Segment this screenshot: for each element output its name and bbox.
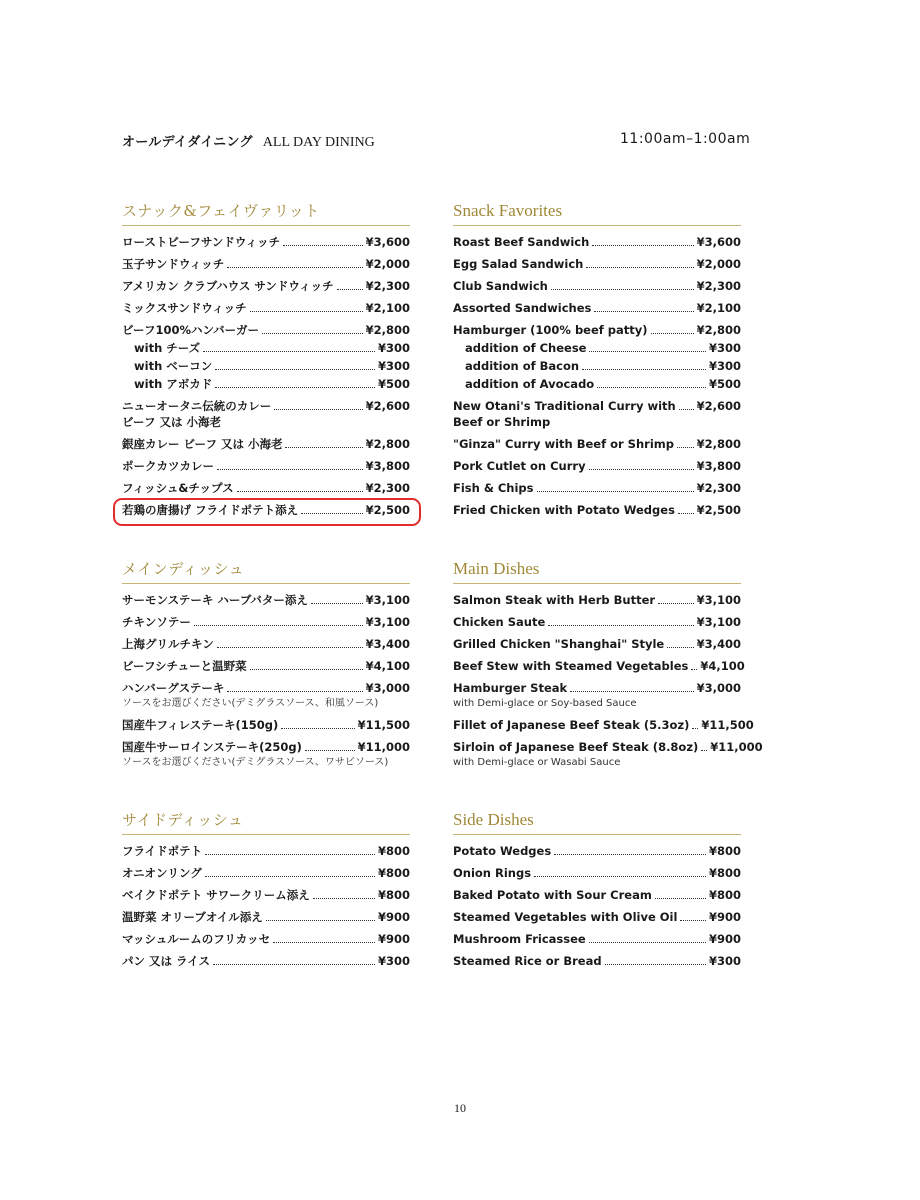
menu-item (122, 843, 410, 859)
menu-item (453, 436, 741, 452)
menu-item-name: Mushroom Fricassee (453, 932, 586, 946)
section-snack-en (453, 199, 741, 518)
menu-item-price: ¥2,800 (365, 437, 410, 451)
menu-item-row (134, 358, 410, 374)
menu-title-en: ALL DAY DINING (262, 135, 375, 150)
menu-item-row (122, 300, 410, 316)
menu-item-name: フィッシュ&チップス (122, 481, 234, 495)
menu-item-row (122, 256, 410, 272)
menu-item-price: ¥2,800 (696, 323, 741, 337)
menu-item-name: ビーフシチューと温野菜 (122, 659, 247, 673)
menu-item-name: Fillet of Japanese Beef Steak (5.3oz) (453, 718, 690, 732)
menu-item-row (122, 953, 410, 969)
menu-item-name: addition of Bacon (465, 359, 580, 373)
menu-item-row (453, 592, 741, 608)
menu-item (453, 256, 741, 272)
menu-item-row (453, 953, 741, 969)
menu-item (122, 300, 410, 316)
menu-item-name: Hamburger (100% beef patty) (453, 323, 648, 337)
menu-item-price: ¥300 (708, 954, 741, 968)
dot-leader (589, 942, 706, 943)
section-divider (453, 834, 741, 835)
menu-item-price: ¥3,800 (365, 459, 410, 473)
menu-item-price: ¥2,300 (696, 279, 741, 293)
dot-leader (205, 876, 375, 877)
menu-item-row (453, 931, 741, 947)
menu-item-name: Steamed Vegetables with Olive Oil (453, 910, 678, 924)
dot-leader (274, 409, 362, 410)
menu-item-name-line2: ビーフ 又は 小海老 (122, 415, 221, 429)
menu-item (122, 376, 410, 392)
dot-leader (677, 447, 694, 448)
menu-item (453, 592, 741, 608)
menu-item-row (453, 717, 754, 733)
menu-item-price: ¥3,400 (365, 637, 410, 651)
menu-item (453, 300, 741, 316)
menu-item (122, 909, 410, 925)
menu-item-price: ¥300 (708, 341, 741, 355)
menu-item-row (122, 717, 410, 733)
menu-item-price: ¥2,100 (696, 301, 741, 315)
menu-item-price: ¥3,100 (365, 615, 410, 629)
menu-item-row (122, 931, 410, 947)
menu-item-name: アメリカン クラブハウス サンドウィッチ (122, 279, 334, 293)
menu-item-row (453, 865, 741, 881)
dot-leader (701, 750, 707, 751)
menu-item-name: Fish & Chips (453, 481, 534, 495)
dot-leader (678, 513, 694, 514)
menu-item-row (465, 358, 741, 374)
menu-item-price: ¥11,500 (701, 718, 754, 732)
menu-item-price: ¥900 (708, 910, 741, 924)
menu-item-name: ビーフ100%ハンバーガー (122, 323, 259, 337)
menu-item-row (453, 278, 741, 294)
menu-item (122, 614, 410, 630)
dot-leader (250, 669, 363, 670)
menu-item-price: ¥800 (377, 866, 410, 880)
dot-leader (266, 920, 375, 921)
menu-item-price: ¥2,500 (696, 503, 741, 517)
menu-item-row (453, 658, 745, 674)
menu-item-row (453, 739, 763, 755)
menu-item-name: ミックスサンドウィッチ (122, 301, 247, 315)
menu-item-price: ¥3,800 (696, 459, 741, 473)
menu-item-row (122, 592, 410, 608)
dot-leader (586, 267, 693, 268)
menu-item (453, 480, 741, 496)
menu-item-price: ¥2,300 (696, 481, 741, 495)
menu-item-price: ¥900 (377, 910, 410, 924)
dot-leader (548, 625, 693, 626)
menu-item (453, 358, 741, 374)
dot-leader (534, 876, 706, 877)
menu-item-price: ¥900 (377, 932, 410, 946)
section-divider (122, 834, 410, 835)
dot-leader (305, 750, 355, 751)
dot-leader (570, 691, 693, 692)
section-title: Snack Favorites (453, 201, 563, 220)
dot-leader (551, 289, 694, 290)
menu-item-row (453, 436, 741, 452)
menu-item (453, 865, 741, 881)
menu-item (122, 717, 410, 733)
item-list (453, 234, 741, 518)
menu-item-name: フライドポテト (122, 844, 203, 858)
section-title: サイドディッシュ (122, 811, 244, 829)
section-side-en (453, 808, 741, 969)
menu-item-row (122, 658, 410, 674)
menu-item-price: ¥500 (708, 377, 741, 391)
menu-item-name: ベイクドポテト サワークリーム添え (122, 888, 310, 902)
menu-item-name: addition of Cheese (465, 341, 587, 355)
menu-item-price: ¥4,100 (700, 659, 745, 673)
menu-item-row (122, 234, 410, 250)
menu-item-price: ¥300 (377, 341, 410, 355)
menu-item-name: 国産牛フィレステーキ(150g) (122, 718, 279, 732)
menu-item-price: ¥800 (377, 888, 410, 902)
menu-item-name: 上海グリルチキン (122, 637, 214, 651)
menu-header-title (122, 131, 375, 151)
dot-leader (203, 351, 375, 352)
menu-item (122, 480, 410, 496)
menu-item-name: New Otani's Traditional Curry with (453, 399, 676, 413)
menu-item-name: Hamburger Steak (453, 681, 568, 695)
dot-leader (217, 647, 363, 648)
service-hours: 11:00am–1:00am (620, 131, 751, 147)
menu-item-name: マッシュルームのフリカッセ (122, 932, 271, 946)
menu-item (453, 398, 741, 430)
menu-item-name: with アボカド (134, 377, 213, 391)
section-divider (122, 225, 410, 226)
menu-item-name: 温野菜 オリーブオイル添え (122, 910, 263, 924)
section-main-en (453, 557, 763, 770)
menu-item (122, 636, 410, 652)
dot-leader (273, 942, 375, 943)
menu-item (453, 614, 741, 630)
menu-item-price: ¥3,000 (696, 681, 741, 695)
dot-leader (250, 311, 363, 312)
section-title: スナック&フェイヴァリット (122, 202, 320, 220)
menu-item-name: with チーズ (134, 341, 201, 355)
menu-item-row (122, 909, 410, 925)
menu-item-price: ¥4,100 (365, 659, 410, 673)
menu-item-row (465, 376, 741, 392)
menu-item-row (453, 909, 741, 925)
menu-item-name: "Ginza" Curry with Beef or Shrimp (453, 437, 674, 451)
menu-item-name: Potato Wedges (453, 844, 552, 858)
dot-leader (213, 964, 375, 965)
dot-leader (313, 898, 375, 899)
section-main-jp (122, 557, 410, 770)
menu-item (453, 909, 741, 925)
dot-leader (667, 647, 693, 648)
menu-item-price: ¥800 (708, 844, 741, 858)
menu-item-name: 国産牛サーロインステーキ(250g) (122, 740, 302, 754)
dot-leader (691, 669, 697, 670)
menu-item-row (453, 480, 741, 496)
dot-leader (658, 603, 694, 604)
menu-item-name: オニオンリング (122, 866, 202, 880)
menu-item-price: ¥11,500 (357, 718, 410, 732)
menu-item-row (122, 614, 410, 630)
menu-item-row (453, 300, 741, 316)
dot-leader (285, 447, 362, 448)
menu-item-price: ¥500 (377, 377, 410, 391)
menu-item-price: ¥3,000 (365, 681, 410, 695)
menu-item-name: Baked Potato with Sour Cream (453, 888, 652, 902)
section-divider (453, 583, 741, 584)
menu-item (453, 843, 741, 859)
menu-item-row (122, 458, 410, 474)
menu-item (122, 278, 410, 294)
menu-item-name: Chicken Saute (453, 615, 546, 629)
highlight-annotation (113, 498, 421, 526)
dot-leader (537, 491, 694, 492)
menu-item (122, 458, 410, 474)
menu-item-row (453, 234, 741, 250)
item-list (453, 592, 763, 770)
menu-item-row (134, 340, 410, 356)
menu-item-price: ¥2,300 (365, 481, 410, 495)
item-list (122, 843, 410, 969)
menu-item-price: ¥11,000 (357, 740, 410, 754)
menu-item-price: ¥2,800 (696, 437, 741, 451)
menu-item (453, 376, 741, 392)
menu-item (453, 717, 754, 733)
dot-leader (215, 369, 375, 370)
section-title: メインディッシュ (122, 560, 245, 578)
dot-leader (594, 311, 693, 312)
dot-leader (589, 351, 706, 352)
menu-item-name: Fried Chicken with Potato Wedges (453, 503, 675, 517)
menu-item-name: ポークカツカレー (122, 459, 214, 473)
menu-item-row (453, 256, 741, 272)
menu-item-row (453, 843, 741, 859)
menu-item-name: ハンバーグステーキ (122, 681, 225, 695)
item-list (122, 234, 410, 518)
menu-item (122, 234, 410, 250)
menu-item-name: addition of Avocado (465, 377, 595, 391)
dot-leader (592, 245, 693, 246)
menu-item-row (122, 436, 410, 452)
menu-item-name: Sirloin of Japanese Beef Steak (8.8oz) (453, 740, 699, 754)
page-number: 10 (454, 1101, 466, 1115)
dot-leader (227, 691, 362, 692)
menu-item (122, 887, 410, 903)
menu-item-name: Club Sandwich (453, 279, 548, 293)
menu-item-price: ¥800 (708, 866, 741, 880)
menu-item-row (453, 614, 741, 630)
menu-item-price: ¥3,400 (696, 637, 741, 651)
menu-item-row (453, 887, 741, 903)
menu-item-name: Egg Salad Sandwich (453, 257, 584, 271)
menu-item (453, 340, 741, 356)
menu-item-name: ローストビーフサンドウィッチ (122, 235, 281, 249)
dot-leader (237, 491, 363, 492)
item-list (122, 592, 410, 770)
menu-item-name: チキンソテー (122, 615, 191, 629)
dot-leader (337, 289, 363, 290)
menu-item-name: 若鶏の唐揚げ フライドポテト添え (122, 503, 299, 517)
menu-item-row (122, 480, 410, 496)
section-divider (122, 583, 410, 584)
menu-item-row (122, 636, 410, 652)
menu-item-name: Pork Cutlet on Curry (453, 459, 586, 473)
dot-leader (217, 469, 363, 470)
menu-item-row (122, 322, 410, 338)
menu-item-name: Beef Stew with Steamed Vegetables (453, 659, 689, 673)
dot-leader (655, 898, 706, 899)
menu-item-price: ¥2,600 (365, 399, 410, 413)
dot-leader (582, 369, 706, 370)
menu-item-price: ¥2,800 (365, 323, 410, 337)
menu-item-note: ソースをお選びください(デミグラスソース、ワサビソース) (122, 757, 389, 768)
dot-leader (651, 333, 694, 334)
menu-item (453, 322, 741, 338)
menu-item (122, 931, 410, 947)
menu-item-price: ¥3,100 (696, 593, 741, 607)
menu-item (453, 502, 741, 518)
dot-leader (605, 964, 706, 965)
menu-item (122, 436, 410, 452)
menu-item (122, 592, 410, 608)
dot-leader (679, 409, 694, 410)
menu-item-name: Salmon Steak with Herb Butter (453, 593, 656, 607)
section-title: Side Dishes (453, 810, 534, 829)
menu-item-price: ¥2,000 (365, 257, 410, 271)
dot-leader (680, 920, 706, 921)
menu-item (122, 739, 410, 770)
menu-item-row (453, 680, 741, 696)
menu-item-row (453, 458, 741, 474)
menu-item (122, 865, 410, 881)
section-divider (453, 225, 741, 226)
menu-item (453, 953, 741, 969)
menu-item-price: ¥900 (708, 932, 741, 946)
menu-item (122, 953, 410, 969)
menu-item-name: ニューオータニ伝統のカレー (122, 399, 272, 413)
menu-item (453, 278, 741, 294)
menu-item-name-line2: Beef or Shrimp (453, 415, 551, 429)
menu-item-price: ¥300 (377, 954, 410, 968)
menu-item-name: パン 又は ライス (122, 954, 211, 968)
section-title: Main Dishes (453, 559, 540, 578)
dot-leader (194, 625, 363, 626)
dot-leader (589, 469, 694, 470)
menu-item-price: ¥2,100 (365, 301, 410, 315)
menu-item (122, 322, 410, 338)
menu-item-name: with ベーコン (134, 359, 213, 373)
dot-leader (597, 387, 706, 388)
menu-item-price: ¥3,600 (365, 235, 410, 249)
menu-item (453, 680, 741, 711)
dot-leader (692, 728, 698, 729)
menu-item-note: with Demi-glace or Soy-based Sauce (453, 698, 637, 709)
menu-item-price: ¥300 (377, 359, 410, 373)
menu-item-row (122, 398, 410, 414)
menu-item-row (453, 322, 741, 338)
menu-item (122, 256, 410, 272)
menu-item (453, 636, 741, 652)
menu-item-row (453, 398, 741, 414)
dot-leader (311, 603, 363, 604)
menu-item-row (122, 739, 410, 755)
menu-item-price: ¥2,600 (696, 399, 741, 413)
menu-item-note: with Demi-glace or Wasabi Sauce (453, 757, 621, 768)
menu-item-row (465, 340, 741, 356)
menu-item (122, 340, 410, 356)
menu-title-jp: オールデイダイニング (122, 135, 253, 150)
menu-item-name: 銀座カレー ビーフ 又は 小海老 (122, 437, 283, 451)
menu-item-row (453, 636, 741, 652)
menu-item-price: ¥800 (377, 844, 410, 858)
dot-leader (215, 387, 375, 388)
menu-item (453, 658, 745, 674)
menu-item (453, 739, 763, 770)
dot-leader (205, 854, 375, 855)
menu-item-row (122, 887, 410, 903)
menu-item (122, 398, 410, 430)
menu-item-price: ¥3,100 (365, 593, 410, 607)
menu-item (453, 887, 741, 903)
menu-item-note: ソースをお選びください(デミグラスソース、和風ソース) (122, 698, 379, 709)
menu-item-name: サーモンステーキ ハーブバター添え (122, 593, 308, 607)
menu-item-price: ¥3,100 (696, 615, 741, 629)
menu-item-price: ¥2,000 (696, 257, 741, 271)
menu-item-row (122, 278, 410, 294)
menu-item-name: 玉子サンドウィッチ (122, 257, 225, 271)
menu-item-name: Assorted Sandwiches (453, 301, 592, 315)
menu-item-name: Onion Rings (453, 866, 532, 880)
menu-item (453, 458, 741, 474)
section-side-jp (122, 808, 410, 969)
dot-leader (281, 728, 354, 729)
menu-item-price: ¥11,000 (710, 740, 763, 754)
dot-leader (227, 267, 362, 268)
menu-item-price: ¥2,500 (365, 503, 410, 517)
menu-item-row (122, 865, 410, 881)
menu-item (122, 680, 410, 711)
menu-item (122, 358, 410, 374)
menu-item-price: ¥3,600 (696, 235, 741, 249)
menu-item-name: Grilled Chicken "Shanghai" Style (453, 637, 665, 651)
menu-item-row (453, 502, 741, 518)
menu-item-row (122, 843, 410, 859)
menu-item (122, 658, 410, 674)
menu-item-row (122, 680, 410, 696)
dot-leader (262, 333, 363, 334)
menu-item-price: ¥2,300 (365, 279, 410, 293)
menu-item-price: ¥800 (708, 888, 741, 902)
dot-leader (283, 245, 362, 246)
dot-leader (554, 854, 706, 855)
menu-item-price: ¥300 (708, 359, 741, 373)
item-list (453, 843, 741, 969)
section-snack-jp (122, 199, 410, 518)
menu-item-name: Roast Beef Sandwich (453, 235, 590, 249)
menu-item-row (134, 376, 410, 392)
menu-item (453, 931, 741, 947)
menu-item-name: Steamed Rice or Bread (453, 954, 602, 968)
menu-item (453, 234, 741, 250)
